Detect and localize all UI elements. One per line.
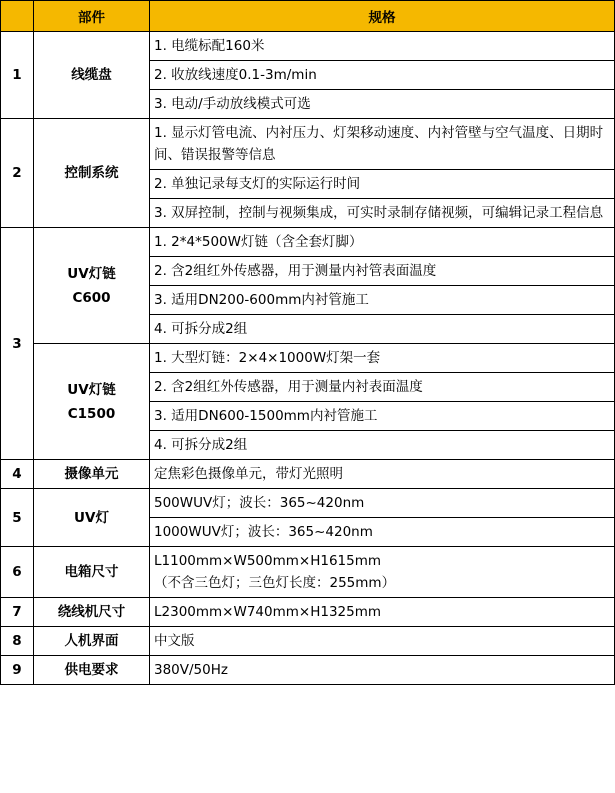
table-row bbox=[1, 344, 615, 373]
row-number: 1 bbox=[1, 32, 34, 119]
spec-cell: 2. 含2组红外传感器，用于测量内衬表面温度 bbox=[150, 373, 615, 402]
part-name bbox=[34, 344, 150, 460]
spec-cell: 3. 适用DN200-600mm内衬管施工 bbox=[150, 286, 615, 315]
table-row bbox=[1, 32, 615, 61]
spec-cell: 3. 双屏控制，控制与视频集成，可实时录制存储视频，可编辑记录工程信息 bbox=[150, 199, 615, 228]
spec-cell: 1. 显示灯管电流、内衬压力、灯架移动速度、内衬管壁与空气温度、日期时间、错误报警等信息 bbox=[150, 119, 615, 170]
spec-cell: 定焦彩色摄像单元，带灯光照明 bbox=[150, 460, 615, 489]
table-row bbox=[1, 547, 615, 598]
spec-cell: 1. 2*4*500W灯链（含全套灯脚） bbox=[150, 228, 615, 257]
part-name: 人机界面 bbox=[34, 627, 150, 656]
spec-cell: 4. 可拆分成2组 bbox=[150, 315, 615, 344]
spec-cell: 2. 单独记录每支灯的实际运行时间 bbox=[150, 170, 615, 199]
spec-cell: 4. 可拆分成2组 bbox=[150, 431, 615, 460]
row-number: 3 bbox=[1, 228, 34, 460]
spec-cell: 380V/50Hz bbox=[150, 656, 615, 685]
spec-cell: 500WUV灯；波长：365~420nm bbox=[150, 489, 615, 518]
row-number: 4 bbox=[1, 460, 34, 489]
spec-cell: 2. 含2组红外传感器，用于测量内衬管表面温度 bbox=[150, 257, 615, 286]
header-number bbox=[1, 1, 34, 32]
table-row bbox=[1, 598, 615, 627]
spec-cell: 3. 电动/手动放线模式可选 bbox=[150, 90, 615, 119]
header-part: 部件 bbox=[34, 1, 150, 32]
table-row bbox=[1, 460, 615, 489]
spec-cell: 1. 大型灯链：2×4×1000W灯架一套 bbox=[150, 344, 615, 373]
header-spec: 规格 bbox=[150, 1, 615, 32]
spec-cell: 1. 电缆标配160米 bbox=[150, 32, 615, 61]
table-row bbox=[1, 627, 615, 656]
table-row bbox=[1, 228, 615, 257]
part-name: 绕线机尺寸 bbox=[34, 598, 150, 627]
spec-cell: 1000WUV灯；波长：365~420nm bbox=[150, 518, 615, 547]
part-name-line: UV灯链 bbox=[67, 381, 116, 398]
part-name: 线缆盘 bbox=[34, 32, 150, 119]
row-number: 8 bbox=[1, 627, 34, 656]
row-number: 9 bbox=[1, 656, 34, 685]
part-name: 电箱尺寸 bbox=[34, 547, 150, 598]
table-row bbox=[1, 119, 615, 170]
table-row bbox=[1, 656, 615, 685]
part-name: UV灯 bbox=[34, 489, 150, 547]
spec-cell: 2. 收放线速度0.1-3m/min bbox=[150, 61, 615, 90]
row-number: 6 bbox=[1, 547, 34, 598]
spec-cell: 中文版 bbox=[150, 627, 615, 656]
part-name: 供电要求 bbox=[34, 656, 150, 685]
part-name-line: C1500 bbox=[67, 405, 116, 422]
spec-cell: 3. 适用DN600-1500mm内衬管施工 bbox=[150, 402, 615, 431]
header-row bbox=[1, 1, 615, 32]
row-number: 7 bbox=[1, 598, 34, 627]
part-name-line: C600 bbox=[72, 289, 111, 306]
part-name bbox=[34, 228, 150, 344]
part-name-line: UV灯链 bbox=[67, 265, 116, 282]
spec-cell: L1100mm×W500mm×H1615mm （不含三色灯；三色灯长度：255mm） bbox=[150, 547, 615, 598]
table-row bbox=[1, 489, 615, 518]
part-name: 摄像单元 bbox=[34, 460, 150, 489]
row-number: 2 bbox=[1, 119, 34, 228]
part-name: 控制系统 bbox=[34, 119, 150, 228]
spec-cell: L2300mm×W740mm×H1325mm bbox=[150, 598, 615, 627]
row-number: 5 bbox=[1, 489, 34, 547]
